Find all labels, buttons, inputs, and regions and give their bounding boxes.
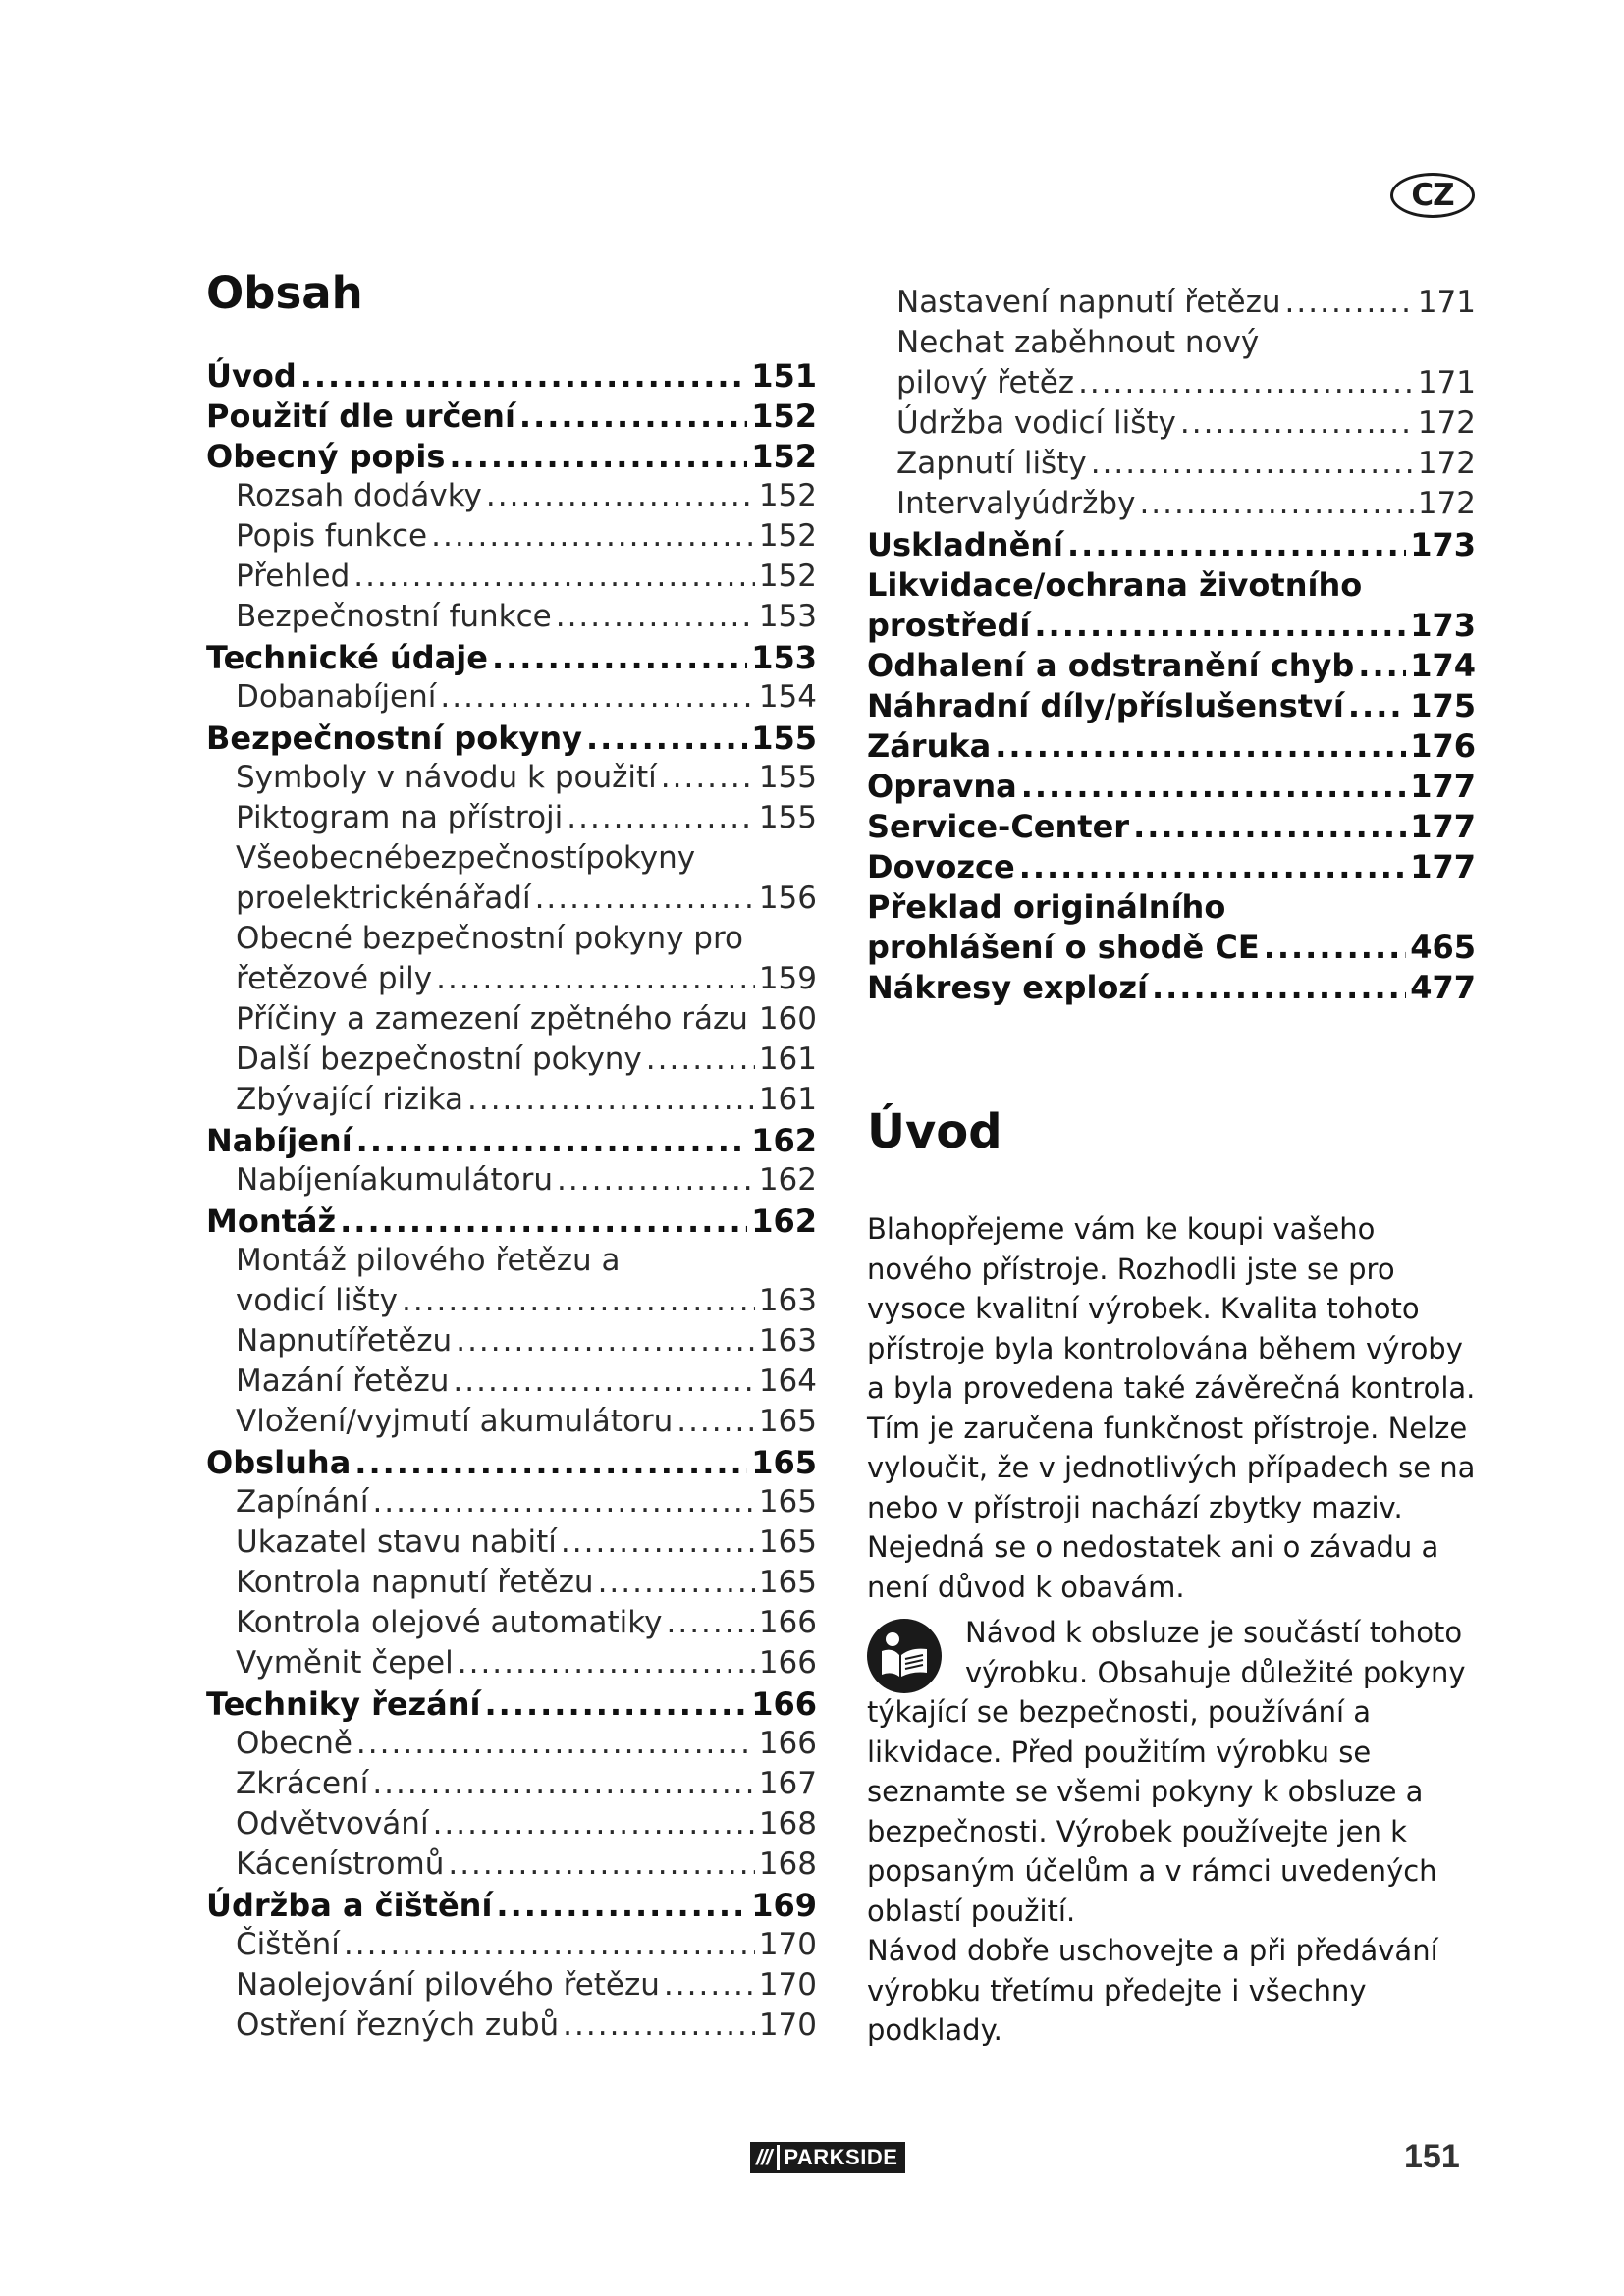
toc-entry[interactable]	[206, 720, 817, 760]
toc-entry-title: Bezpečnostní funkce	[236, 599, 552, 634]
toc-entry[interactable]	[867, 969, 1476, 1009]
toc-entry[interactable]	[206, 357, 817, 398]
toc-entry-page: 165	[758, 1524, 817, 1560]
toc-entry-page: 173	[1410, 607, 1476, 644]
toc-leader-dots	[402, 1283, 755, 1318]
toc-leader-dots	[535, 881, 755, 916]
toc-entry[interactable]	[867, 405, 1476, 446]
toc-entry[interactable]	[206, 1323, 817, 1363]
toc-leader-dots	[431, 518, 755, 554]
toc-entry[interactable]	[867, 607, 1476, 647]
toc-entry-page: 155	[758, 800, 817, 835]
toc-entry[interactable]	[867, 325, 1476, 365]
toc-entry-title: Dovozce	[867, 848, 1015, 885]
toc-entry[interactable]	[206, 1484, 817, 1524]
toc-entry-page: 153	[751, 639, 817, 676]
toc-entry-page: 177	[1410, 848, 1476, 885]
toc-entry[interactable]	[867, 687, 1476, 727]
toc-entry-page: 162	[751, 1122, 817, 1159]
toc-leader-dots	[344, 1927, 755, 1962]
toc-entry-page: 175	[1410, 687, 1476, 724]
toc-entry-title: Nechat zaběhnout nový	[896, 325, 1260, 360]
toc-entry-page: 152	[758, 518, 817, 554]
toc-entry-page: 174	[1410, 647, 1476, 684]
toc-entry[interactable]	[867, 888, 1476, 929]
toc-entry-title: Nákresy explozí	[867, 969, 1148, 1006]
toc-entry-title: Náhradní díly/příslušenství	[867, 687, 1344, 724]
toc-entry[interactable]	[206, 1082, 817, 1122]
toc-entry[interactable]	[206, 1444, 817, 1484]
toc-entry-title: Příčiny a zamezení zpětného rázu	[236, 1001, 748, 1037]
toc-entry[interactable]	[206, 599, 817, 639]
toc-entry-page: 153	[758, 599, 817, 634]
language-badge: CZ	[1390, 173, 1475, 218]
toc-leader-dots	[1264, 929, 1407, 966]
toc-leader-dots	[666, 1605, 754, 1640]
intro-title: Úvod	[867, 1104, 1002, 1159]
toc-leader-dots	[1021, 768, 1406, 805]
toc-entry-title: Service-Center	[867, 808, 1130, 845]
toc-entry-title: Přehled	[236, 559, 351, 594]
toc-entry-title: Použití dle určení	[206, 398, 515, 435]
toc-entry[interactable]	[206, 1122, 817, 1162]
toc-leader-dots	[372, 1766, 755, 1801]
toc-entry-title: Obsluha	[206, 1444, 352, 1481]
toc-entry[interactable]	[867, 647, 1476, 687]
toc-entry-title: prohlášení o shodě CE	[867, 929, 1260, 966]
manual-note	[867, 1613, 1476, 2051]
toc-entry-page: 155	[758, 760, 817, 795]
toc-entry[interactable]	[206, 1565, 817, 1605]
toc-leader-dots	[563, 2007, 755, 2043]
toc-leader-dots	[372, 1484, 754, 1520]
toc-entry-page: 164	[758, 1363, 817, 1399]
toc-title: Obsah	[206, 267, 363, 319]
toc-entry-title: Uskladnění	[867, 526, 1064, 563]
toc-leader-dots	[1285, 285, 1414, 320]
toc-entry[interactable]	[206, 639, 817, 679]
toc-entry[interactable]	[206, 1363, 817, 1404]
toc-leader-dots	[556, 599, 755, 634]
toc-entry-page: 162	[758, 1162, 817, 1198]
toc-leader-dots	[436, 961, 755, 996]
toc-entry-title: Popis funkce	[236, 518, 428, 554]
toc-entry-title: Všeobecnébezpečnostípokyny	[236, 840, 696, 876]
toc-entry-page: 169	[751, 1887, 817, 1924]
toc-entry-title: Záruka	[867, 727, 992, 765]
toc-left-column	[206, 357, 817, 2048]
toc-leader-dots	[1078, 365, 1414, 400]
toc-leader-dots	[1067, 526, 1406, 563]
toc-entry-page: 165	[751, 1444, 817, 1481]
toc-entry-title: Nastavení napnutí řetězu	[896, 285, 1281, 320]
toc-entry-title: Obecné bezpečnostní pokyny pro	[236, 921, 744, 956]
toc-entry[interactable]	[206, 2007, 817, 2048]
toc-right-column	[867, 285, 1476, 1009]
toc-leader-dots	[519, 398, 747, 435]
toc-entry-title: Opravna	[867, 768, 1017, 805]
manual-note-text: Návod k obsluze je součástí tohoto výrobku. Obsahuje důležité pokyny týkající se bezpečnosti, používání a likvidace. Před použitím výrobku se seznamte se všemi pokyny k obsluze a bezpečnosti. Výrobek používejte jen k popsaným účelům a v rámci uvedených oblastí použití.	[867, 1616, 1466, 1928]
toc-entry-page: 163	[758, 1323, 817, 1359]
toc-entry-page: 161	[758, 1082, 817, 1117]
toc-entry[interactable]	[206, 1806, 817, 1846]
toc-entry-title: prostředí	[867, 607, 1031, 644]
toc-entry-title: Nabíjeníakumulátoru	[236, 1162, 554, 1198]
toc-entry-page: 172	[1417, 405, 1476, 441]
toc-entry-title: Napnutířetězu	[236, 1323, 453, 1359]
toc-entry[interactable]	[206, 760, 817, 800]
toc-entry-page: 155	[751, 720, 817, 757]
toc-leader-dots	[1139, 486, 1413, 521]
toc-entry-title: Symboly v návodu k použití	[236, 760, 657, 795]
toc-entry[interactable]	[206, 1524, 817, 1565]
toc-entry[interactable]	[206, 1927, 817, 1967]
toc-entry-page: 170	[758, 1967, 817, 2002]
toc-entry[interactable]	[206, 1202, 817, 1243]
toc-entry-title: Překlad originálního	[867, 888, 1226, 926]
toc-entry-page: 152	[758, 478, 817, 513]
toc-leader-dots	[300, 357, 747, 395]
toc-entry[interactable]	[867, 929, 1476, 969]
toc-entry[interactable]	[206, 921, 817, 961]
toc-entry-page: 172	[1417, 446, 1476, 481]
toc-leader-dots	[1019, 848, 1407, 885]
toc-entry-page: 151	[751, 357, 817, 395]
toc-entry-page: 465	[1410, 929, 1476, 966]
toc-entry-page: 170	[758, 2007, 817, 2043]
toc-entry[interactable]	[206, 1685, 817, 1726]
toc-leader-dots	[449, 438, 747, 475]
toc-entry[interactable]	[867, 526, 1476, 566]
toc-entry[interactable]	[206, 800, 817, 840]
toc-entry-title: Čištění	[236, 1927, 340, 1962]
toc-entry-title: Údržba a čištění	[206, 1887, 493, 1924]
toc-leader-dots	[1034, 607, 1406, 644]
brand-logo	[750, 2142, 905, 2173]
toc-leader-dots	[440, 679, 754, 715]
toc-leader-dots	[995, 727, 1406, 765]
toc-leader-dots	[448, 1846, 754, 1882]
toc-entry-page: 170	[758, 1927, 817, 1962]
toc-entry-title: Úvod	[206, 357, 297, 395]
brand-name: PARKSIDE	[777, 2145, 905, 2170]
toc-leader-dots	[354, 1444, 747, 1481]
toc-entry-title: Montáž pilového řetězu a	[236, 1243, 621, 1278]
toc-entry-page: 152	[751, 398, 817, 435]
toc-entry-page: 173	[1410, 526, 1476, 563]
toc-entry-title: Montáž	[206, 1202, 337, 1240]
toc-entry-title: Technické údaje	[206, 639, 488, 676]
toc-entry[interactable]	[867, 848, 1476, 888]
toc-entry-title: Kácenístromů	[236, 1846, 445, 1882]
toc-leader-dots	[458, 1645, 755, 1681]
toc-entry-title: Údržba vodicí lišty	[896, 405, 1176, 441]
toc-entry[interactable]	[206, 1404, 817, 1444]
toc-entry[interactable]	[206, 1645, 817, 1685]
toc-entry-title: Zbývající rizika	[236, 1082, 463, 1117]
toc-entry-page: 152	[758, 559, 817, 594]
toc-entry[interactable]	[206, 1967, 817, 2007]
toc-entry[interactable]	[206, 1001, 817, 1041]
toc-entry-title: Piktogram na přístroji	[236, 800, 564, 835]
toc-leader-dots	[557, 1162, 755, 1198]
toc-entry-page: 165	[758, 1565, 817, 1600]
toc-leader-dots	[567, 800, 755, 835]
toc-leader-dots	[561, 1524, 755, 1560]
toc-entry-page: 159	[758, 961, 817, 996]
toc-entry-title: vodicí lišty	[236, 1283, 398, 1318]
toc-entry-page: 167	[758, 1766, 817, 1801]
page-number: 151	[1404, 2138, 1460, 2175]
toc-entry[interactable]	[867, 486, 1476, 526]
toc-entry-page: 166	[758, 1645, 817, 1681]
toc-entry-title: Zkrácení	[236, 1766, 369, 1801]
toc-leader-dots	[353, 559, 755, 594]
toc-entry-title: Techniky řezání	[206, 1685, 481, 1723]
toc-entry[interactable]	[867, 285, 1476, 325]
toc-entry-page: 152	[751, 438, 817, 475]
toc-entry[interactable]	[206, 1887, 817, 1927]
toc-entry[interactable]	[206, 679, 817, 720]
toc-entry-title: proelektrickénářadí	[236, 881, 531, 916]
toc-entry[interactable]	[206, 1846, 817, 1887]
toc-entry-title: Vložení/vyjmutí akumulátoru	[236, 1404, 674, 1439]
toc-entry-title: Mazání řetězu	[236, 1363, 450, 1399]
toc-entry[interactable]	[206, 518, 817, 559]
toc-entry[interactable]	[867, 566, 1476, 607]
toc-entry-title: Naolejování pilového řetězu	[236, 1967, 660, 2002]
toc-entry[interactable]	[867, 808, 1476, 848]
toc-entry-title: Zapínání	[236, 1484, 369, 1520]
toc-leader-dots	[356, 1726, 755, 1761]
toc-entry-page: 168	[758, 1846, 817, 1882]
toc-entry-title: Obecně	[236, 1726, 352, 1761]
toc-entry-title: Ostření řezných zubů	[236, 2007, 560, 2043]
toc-entry[interactable]	[206, 1605, 817, 1645]
toc-entry[interactable]	[206, 1726, 817, 1766]
toc-entry-page: 154	[758, 679, 817, 715]
toc-leader-dots	[661, 760, 755, 795]
toc-entry-page: 477	[1410, 969, 1476, 1006]
toc-entry-title: Kontrola olejové automatiky	[236, 1605, 663, 1640]
toc-leader-dots	[752, 1001, 755, 1037]
toc-entry-title: Nabíjení	[206, 1122, 352, 1159]
toc-entry-title: Zapnutí lišty	[896, 446, 1087, 481]
toc-entry-title: Odvětvování	[236, 1806, 429, 1842]
toc-entry-page: 168	[758, 1806, 817, 1842]
toc-leader-dots	[1091, 446, 1414, 481]
toc-entry-page: 171	[1417, 285, 1476, 320]
toc-entry-page: 171	[1417, 365, 1476, 400]
toc-entry[interactable]	[206, 478, 817, 518]
toc-leader-dots	[340, 1202, 747, 1240]
toc-entry[interactable]	[206, 881, 817, 921]
toc-entry[interactable]	[206, 961, 817, 1001]
toc-leader-dots	[664, 1967, 755, 2002]
toc-leader-dots	[356, 1122, 748, 1159]
toc-entry-page: 161	[758, 1041, 817, 1077]
toc-leader-dots	[1358, 647, 1406, 684]
toc-entry-page: 163	[758, 1283, 817, 1318]
toc-entry-page: 166	[758, 1726, 817, 1761]
toc-leader-dots	[467, 1082, 755, 1117]
toc-entry-page: 160	[758, 1001, 817, 1037]
toc-leader-dots	[1152, 969, 1406, 1006]
intro-paragraph: Blahopřejeme vám ke koupi vašeho nového přístroje. Rozhodli jste se pro vysoce kvalitní výrobek. Kvalita tohoto přístroje byla kontrolována během výroby a byla provedena také závěrečná kontrola. Tím je zaručena funkčnost přístroje. Nelze vyloučit, že v jednotlivých případech se na nebo v přístroji nachází zbytky maziv. Nejedná se o nedostatek ani o závadu a není důvod k obavám.	[867, 1212, 1476, 1604]
toc-leader-dots	[492, 639, 747, 676]
toc-entry[interactable]	[206, 1041, 817, 1082]
brand-slashes: ///	[756, 2145, 772, 2169]
toc-entry-page: 166	[758, 1605, 817, 1640]
toc-leader-dots	[598, 1565, 755, 1600]
toc-entry-page: 165	[758, 1484, 817, 1520]
toc-entry-page: 176	[1410, 727, 1476, 765]
toc-entry-title: Intervalyúdržby	[896, 486, 1136, 521]
toc-entry-title: Bezpečnostní pokyny	[206, 720, 582, 757]
toc-entry-title: Obecný popis	[206, 438, 446, 475]
toc-entry-title: Rozsah dodávky	[236, 478, 482, 513]
toc-entry-title: Likvidace/ochrana životního	[867, 566, 1363, 604]
toc-entry[interactable]	[206, 1162, 817, 1202]
toc-entry-title: Ukazatel stavu nabití	[236, 1524, 557, 1560]
toc-leader-dots	[456, 1323, 755, 1359]
toc-entry-title: Vyměnit čepel	[236, 1645, 454, 1681]
toc-leader-dots	[433, 1806, 755, 1842]
toc-leader-dots	[586, 720, 747, 757]
toc-entry[interactable]	[867, 446, 1476, 486]
toc-entry-page: 177	[1410, 808, 1476, 845]
toc-entry-page: 172	[1417, 486, 1476, 521]
toc-entry[interactable]	[206, 398, 817, 438]
toc-entry-title: Odhalení a odstranění chyb	[867, 647, 1355, 684]
toc-entry[interactable]	[206, 438, 817, 478]
toc-entry-title: Další bezpečnostní pokyny	[236, 1041, 642, 1077]
toc-entry-title: řetězové pily	[236, 961, 433, 996]
toc-entry-title: pilový řetěz	[896, 365, 1075, 400]
toc-leader-dots	[453, 1363, 754, 1399]
toc-entry[interactable]	[206, 1283, 817, 1323]
toc-leader-dots	[646, 1041, 755, 1077]
toc-entry-title: Kontrola napnutí řetězu	[236, 1565, 594, 1600]
toc-entry-page: 177	[1410, 768, 1476, 805]
toc-entry[interactable]	[867, 365, 1476, 405]
manual-note-text-2: Návod dobře uschovejte a při předávání výrobku třetímu předejte i všechny podklady.	[867, 1934, 1438, 2047]
toc-entry[interactable]	[206, 840, 817, 881]
toc-leader-dots	[485, 1685, 748, 1723]
toc-leader-dots	[1133, 808, 1406, 845]
toc-entry-page: 162	[751, 1202, 817, 1240]
toc-leader-dots	[496, 1887, 747, 1924]
toc-entry[interactable]	[206, 1243, 817, 1283]
toc-entry[interactable]	[206, 559, 817, 599]
toc-entry-page: 166	[751, 1685, 817, 1723]
toc-entry[interactable]	[867, 768, 1476, 808]
toc-leader-dots	[486, 478, 755, 513]
toc-entry-title: Dobanabíjení	[236, 679, 437, 715]
toc-leader-dots	[677, 1404, 755, 1439]
toc-leader-dots	[1180, 405, 1414, 441]
toc-entry[interactable]	[867, 727, 1476, 768]
toc-entry-page: 165	[758, 1404, 817, 1439]
toc-entry-page: 156	[758, 881, 817, 916]
toc-leader-dots	[1348, 687, 1406, 724]
toc-entry[interactable]	[206, 1766, 817, 1806]
